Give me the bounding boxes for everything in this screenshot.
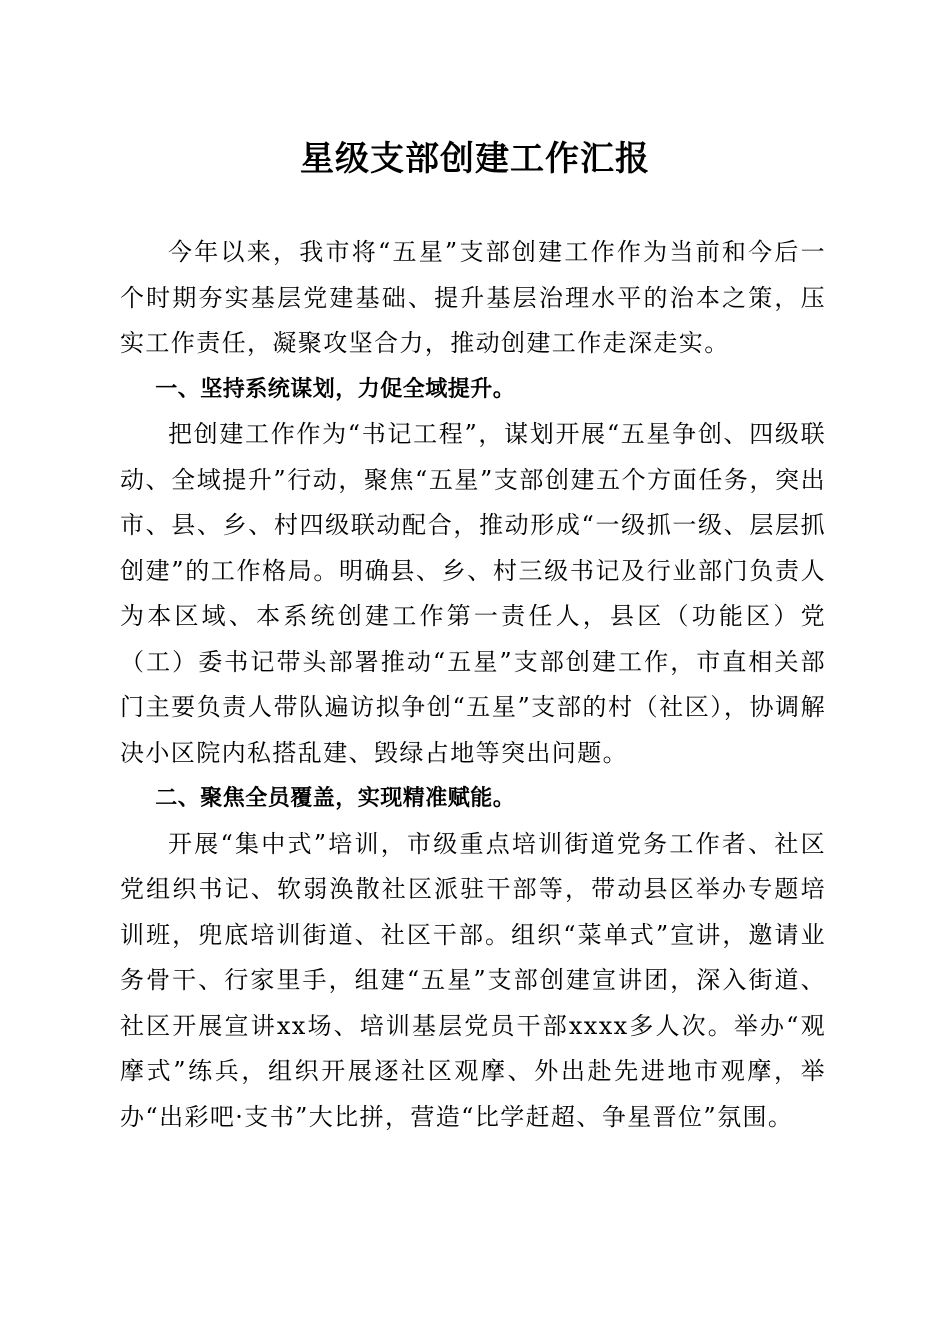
section-2-heading: 二、聚焦全员覆盖，实现精准赋能。 (155, 786, 516, 811)
section-1-paragraph: 把创建工作作为“书记工程”，谋划开展“五星争创、四级联动、全域提升”行动，聚焦“五星”支部创建五个方面任务，突出市、县、乡、村四级联动配合，推动形成“一级抓一级、层层抓创建”的工作格局。明确县、乡、村三级书记及行业部门负责人为本区域、本系统创建工作第一责任人，县区（功能区）党（工）委书记带头部署推动“五星”支部创建工作，市直相关部门主要负责人带队遍访拟争创“五星”支部的村（社区），协调解决小区院内私搭乱建、毁绿占地等突出问题。 (120, 420, 826, 767)
section-2-paragraph: 开展“集中式”培训，市级重点培训街道党务工作者、社区党组织书记、软弱涣散社区派驻干部等，带动县区举办专题培训班，兜底培训街道、社区干部。组织“菜单式”宣讲，邀请业务骨干、行家里手，组建“五星”支部创建宣讲团，深入街道、社区开展宣讲xx场、培训基层党员干部xxxx多人次。举办“观摩式”练兵，组织开展逐社区观摩、外出赴先进地市观摩，举办“出彩吧·支书”大比拼，营造“比学赶超、争星晋位”氛围。 (120, 829, 826, 1131)
intro-paragraph: 今年以来，我市将“五星”支部创建工作作为当前和今后一个时期夯实基层党建基础、提升基层治理水平的治本之策，压实工作责任，凝聚攻坚合力，推动创建工作走深走实。 (120, 238, 826, 357)
section-1-heading: 一、坚持系统谋划，力促全域提升。 (155, 376, 516, 402)
document-body (120, 230, 826, 1140)
document-title: 星级支部创建工作汇报 (300, 139, 650, 179)
